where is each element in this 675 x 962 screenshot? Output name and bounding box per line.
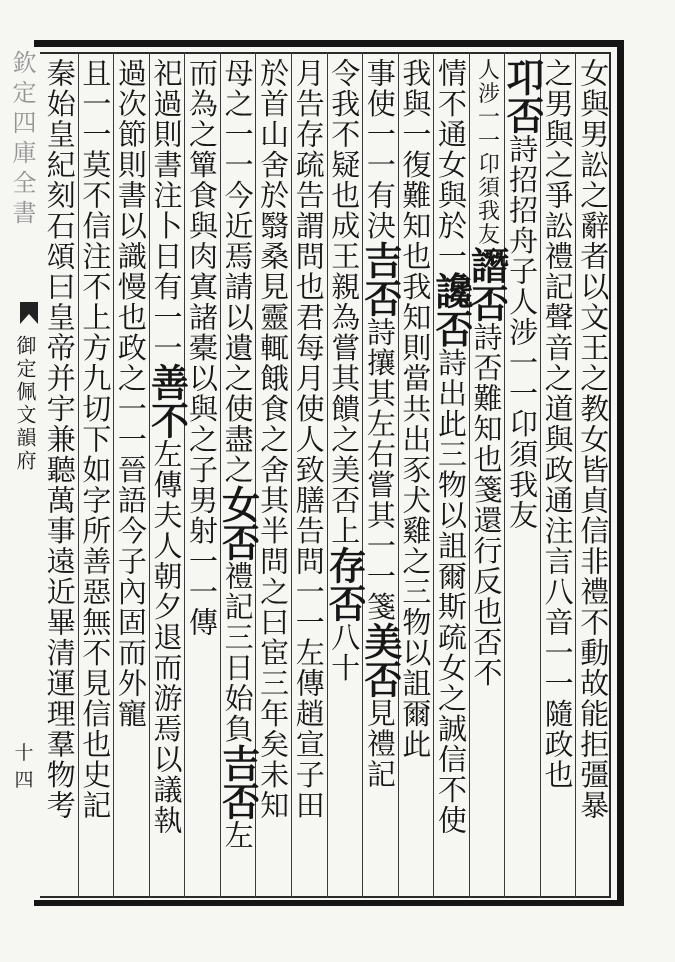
text-column — [111, 58, 151, 888]
headword: 存否 — [322, 546, 368, 622]
fishtail-marker-icon — [18, 300, 40, 326]
headword: 讒否 — [428, 271, 474, 348]
body-text: 於首山舍於翳桑見靈輒餓食之舍其半問之曰宦三年矣未知 — [256, 58, 291, 821]
body-text: 女與男訟之辭者以文王之教女皆貞信非禮不動故能拒彊暴 — [576, 58, 611, 821]
text-column — [215, 58, 261, 888]
text-column — [144, 58, 190, 888]
body-text: 詩出此三物以詛爾斯疏女之誠信不使 — [433, 347, 468, 836]
body-text: 左 — [220, 820, 255, 851]
body-text: 上 — [327, 515, 362, 546]
body-text: 月告存疏告謂問也君每月使人致膳告問一一左傳趙宣子田 — [291, 58, 326, 821]
body-text: 見禮記 — [362, 698, 397, 790]
text-column — [322, 58, 368, 888]
body-text: 且一一莫不信注不上方九切下如字所善惡無不見信也史記 — [78, 58, 113, 821]
body-text: 詩攘其左右嘗其一一箋 — [362, 317, 397, 622]
text-column — [182, 58, 222, 888]
headword: 譖否 — [464, 246, 510, 322]
text-column — [75, 58, 115, 888]
page-number: 十四 — [14, 742, 34, 791]
text-column — [357, 58, 403, 888]
text-column — [573, 58, 613, 888]
annotation-text: 人涉一一卬須我友 — [474, 58, 500, 246]
body-text: 我知則當共出豕犬雞之三物以詛爾此 — [398, 271, 433, 760]
headword: 卭否 — [500, 58, 546, 134]
body-text: 詩否難知也箋還行反也否不 — [469, 322, 504, 688]
body-text: 禮記三日始負 — [220, 561, 255, 744]
body-text: 令我不疑也 — [327, 58, 362, 211]
body-text: 情不通女與於一 — [433, 58, 468, 272]
text-column — [500, 58, 546, 888]
body-text: 左傳夫人朝夕退而游焉以議執 — [149, 439, 184, 836]
text-column — [428, 58, 474, 888]
headword: 善不 — [144, 363, 190, 439]
body-text: 之男與之爭訟禮記聲音之道與政通注言八音一一隨政也 — [540, 58, 575, 790]
body-text: 我與一復難知也 — [398, 58, 433, 272]
body-text: 政之一一晉語今子內固而外寵 — [113, 332, 148, 729]
text-column — [538, 58, 578, 888]
body-text: 事使一一有決 — [362, 58, 397, 241]
body-text: 八十 — [327, 622, 362, 683]
body-text: 傳 — [185, 607, 220, 638]
margin-strip-text: 欽定四庫全書 — [8, 50, 36, 230]
body-text: 過次節則書以識慢也 — [113, 58, 148, 333]
body-text: 子男射一一 — [185, 454, 220, 607]
body-text: 秦始皇紀刻石頌曰皇帝并宇兼聽萬事遠近畢清運理羣物考 — [42, 58, 77, 821]
text-column — [289, 58, 329, 888]
headword: 吉否 — [215, 744, 261, 820]
body-text: 而為之簞食與肉寘諸橐以與之 — [185, 58, 220, 455]
text-column — [40, 58, 80, 888]
headword: 女否 — [215, 485, 261, 561]
text-column — [464, 58, 510, 888]
body-text: 祀過則書注卜日有一一 — [149, 58, 184, 363]
body-text: 母之一一今近焉請以遺之使盡之 — [220, 58, 255, 485]
body-text: 成王親為嘗其饋之美否 — [327, 210, 362, 516]
body-text: 詩招招舟子人涉一一卬須我友 — [505, 134, 540, 531]
book-title: 御定佩文韻府 — [13, 335, 37, 473]
text-column — [395, 58, 435, 888]
headword: 吉否 — [357, 241, 403, 317]
headword: 美否 — [357, 622, 403, 698]
